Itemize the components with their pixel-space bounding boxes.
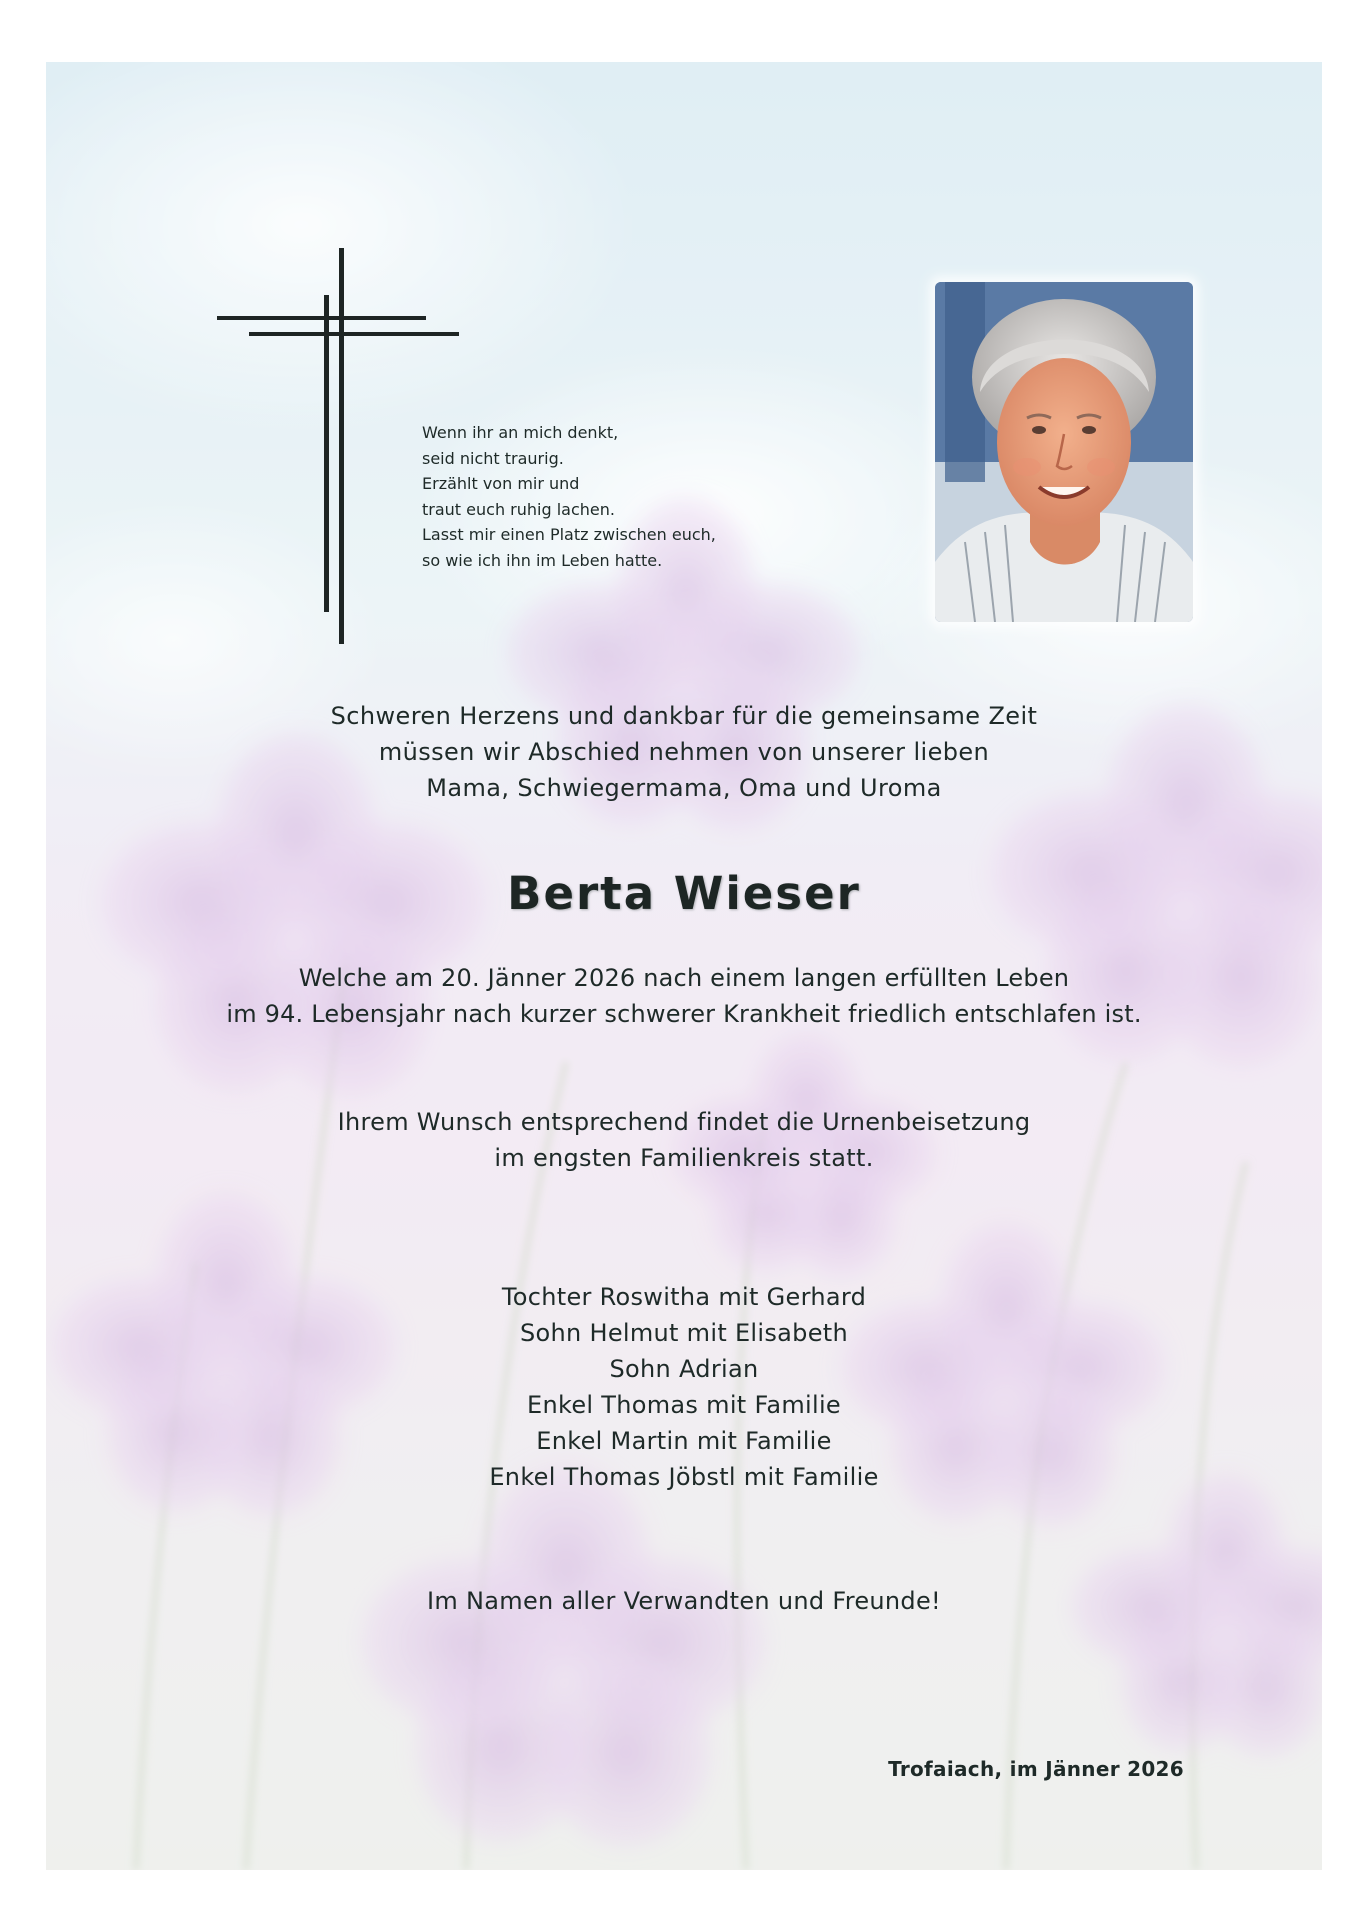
poem-line: Lasst mir einen Platz zwischen euch,: [422, 525, 716, 545]
cross-horizontal-bar-1: [217, 316, 426, 320]
family-member: Enkel Martin mit Familie: [536, 1427, 832, 1455]
family-list: [46, 1279, 1322, 1495]
poem-line: seid nicht traurig.: [422, 448, 564, 468]
intro-line: Mama, Schwiegermama, Oma und Uroma: [426, 774, 942, 802]
cross-vertical-bar-1: [339, 248, 344, 644]
intro-line: Schweren Herzens und dankbar für die gemeinsame Zeit: [330, 702, 1038, 730]
obituary-card: [46, 62, 1322, 1870]
family-member: Enkel Thomas Jöbstl mit Familie: [489, 1463, 879, 1491]
closing-line: Im Namen aller Verwandten und Freunde!: [427, 1587, 941, 1615]
death-notice-line: im 94. Lebensjahr nach kurzer schwerer Krankheit friedlich entschlafen ist.: [226, 1000, 1142, 1028]
intro-line: müssen wir Abschied nehmen von unserer lieben: [378, 738, 990, 766]
deceased-name: Berta Wieser: [507, 867, 861, 920]
cross-vertical-bar-2: [324, 295, 329, 612]
place-date: Trofaiach, im Jänner 2026: [888, 1757, 1184, 1781]
death-notice-line: Welche am 20. Jänner 2026 nach einem langen erfüllten Leben: [298, 964, 1070, 992]
poem-line: Erzählt von mir und: [422, 474, 580, 494]
poem-line: Wenn ihr an mich denkt,: [422, 423, 619, 442]
poem-line: traut euch ruhig lachen.: [422, 499, 615, 519]
family-member: Sohn Helmut mit Elisabeth: [520, 1319, 848, 1347]
poem-line: so wie ich ihn im Leben hatte.: [422, 550, 663, 570]
death-notice: [46, 960, 1322, 1032]
family-member: Sohn Adrian: [609, 1355, 759, 1383]
poem: [422, 420, 802, 574]
cross-horizontal-bar-2: [249, 332, 459, 336]
burial-line: Ihrem Wunsch entsprechend findet die Urnenbeisetzung: [337, 1108, 1031, 1136]
intro-text: [46, 698, 1322, 806]
portrait-illustration: [935, 282, 1193, 622]
family-member: Enkel Thomas mit Familie: [527, 1391, 841, 1419]
burial-line: im engsten Familienkreis statt.: [494, 1144, 874, 1172]
portrait-photo: [935, 282, 1193, 622]
burial-notice: [46, 1104, 1322, 1176]
family-member: Tochter Roswitha mit Gerhard: [501, 1283, 867, 1311]
